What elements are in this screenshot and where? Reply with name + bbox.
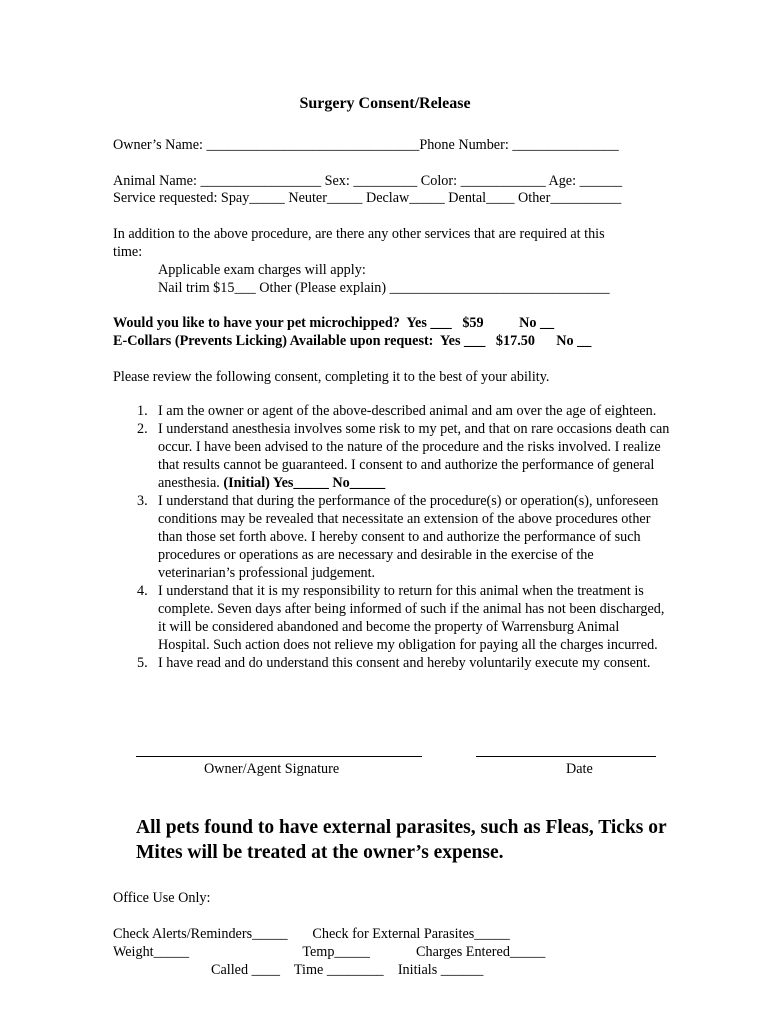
date-label: Date bbox=[566, 761, 593, 777]
page-title: Surgery Consent/Release bbox=[299, 95, 471, 112]
service-requested-line[interactable]: Service requested: Spay_____ Neuter_____ Declaw_____ Dental____ Other__________ bbox=[113, 190, 622, 206]
office-row-called[interactable]: Called ____ Time ________ Initials ______ bbox=[211, 962, 484, 978]
anesthesia-initial-field[interactable]: (Initial) Yes_____ No_____ bbox=[223, 475, 386, 491]
office-use-heading: Office Use Only: bbox=[113, 890, 211, 906]
consent-item: 3. I understand that during the performance of the procedure(s) or operation(s), unforeseen conditions may be revealed that necessitate an extension of the above procedures other than those set forth above. I hereby consent to and authorize the performance of such procedures or operations as are necessary and desirable in the exercise of the veterinarian’s professional judgement. bbox=[137, 493, 659, 581]
office-row-alerts[interactable]: Check Alerts/Reminders_____ Check for External Parasites_____ bbox=[113, 926, 510, 942]
date-line[interactable] bbox=[476, 756, 656, 757]
signature-line[interactable] bbox=[136, 756, 422, 757]
parasite-notice: All pets found to have external parasites, such as Fleas, Ticks or Mites will be treated at the owner’s expense. bbox=[136, 817, 667, 863]
office-row-weight[interactable]: Weight_____ Temp_____ Charges Entered_____ bbox=[113, 944, 546, 960]
consent-list bbox=[113, 402, 673, 672]
microchip-question[interactable]: Would you like to have your pet microchipped? Yes ___ $59 No __ bbox=[113, 315, 555, 331]
exam-charges-note: Applicable exam charges will apply: bbox=[158, 262, 366, 278]
owner-phone-line[interactable]: Owner’s Name: ______________________________Phone Number: _______________ bbox=[113, 137, 619, 153]
nail-trim-other-line[interactable]: Nail trim $15___ Other (Please explain) _______________________________ bbox=[158, 280, 610, 296]
animal-info-line[interactable]: Animal Name: _________________ Sex: _________ Color: ____________ Age: ______ bbox=[113, 173, 623, 189]
consent-item[interactable]: 2. I understand anesthesia involves some risk to my pet, and that on rare occasions death can occur. I have been advised to the nature of the procedure and the risks involved. I realize that results cannot be guaranteed. I consent to and authorize the performance of general anesthesia. (Initial) Yes_____ No_____ bbox=[137, 421, 670, 491]
consent-item: 5. I have read and do understand this consent and hereby voluntarily execute my consent. bbox=[137, 655, 651, 671]
consent-item: 4. I understand that it is my responsibility to return for this animal when the treatment is complete. Seven days after being informed of such if the animal has not been discharged, it will be considered abandoned and become the property of Warrensburg Animal Hospital. Such action does not relieve my obligation for paying all the charges incurred. bbox=[137, 583, 665, 653]
additional-services-question-end: time: bbox=[113, 244, 143, 260]
consent-item: 1. I am the owner or agent of the above-described animal and am over the age of eighteen. bbox=[137, 403, 657, 419]
review-instructions: Please review the following consent, completing it to the best of your ability. bbox=[113, 369, 550, 385]
ecollar-question[interactable]: E-Collars (Prevents Licking) Available upon request: Yes ___ $17.50 No __ bbox=[113, 333, 592, 349]
signature-label: Owner/Agent Signature bbox=[204, 761, 340, 777]
additional-services-question: In addition to the above procedure, are there any other services that are required at this bbox=[113, 226, 605, 242]
